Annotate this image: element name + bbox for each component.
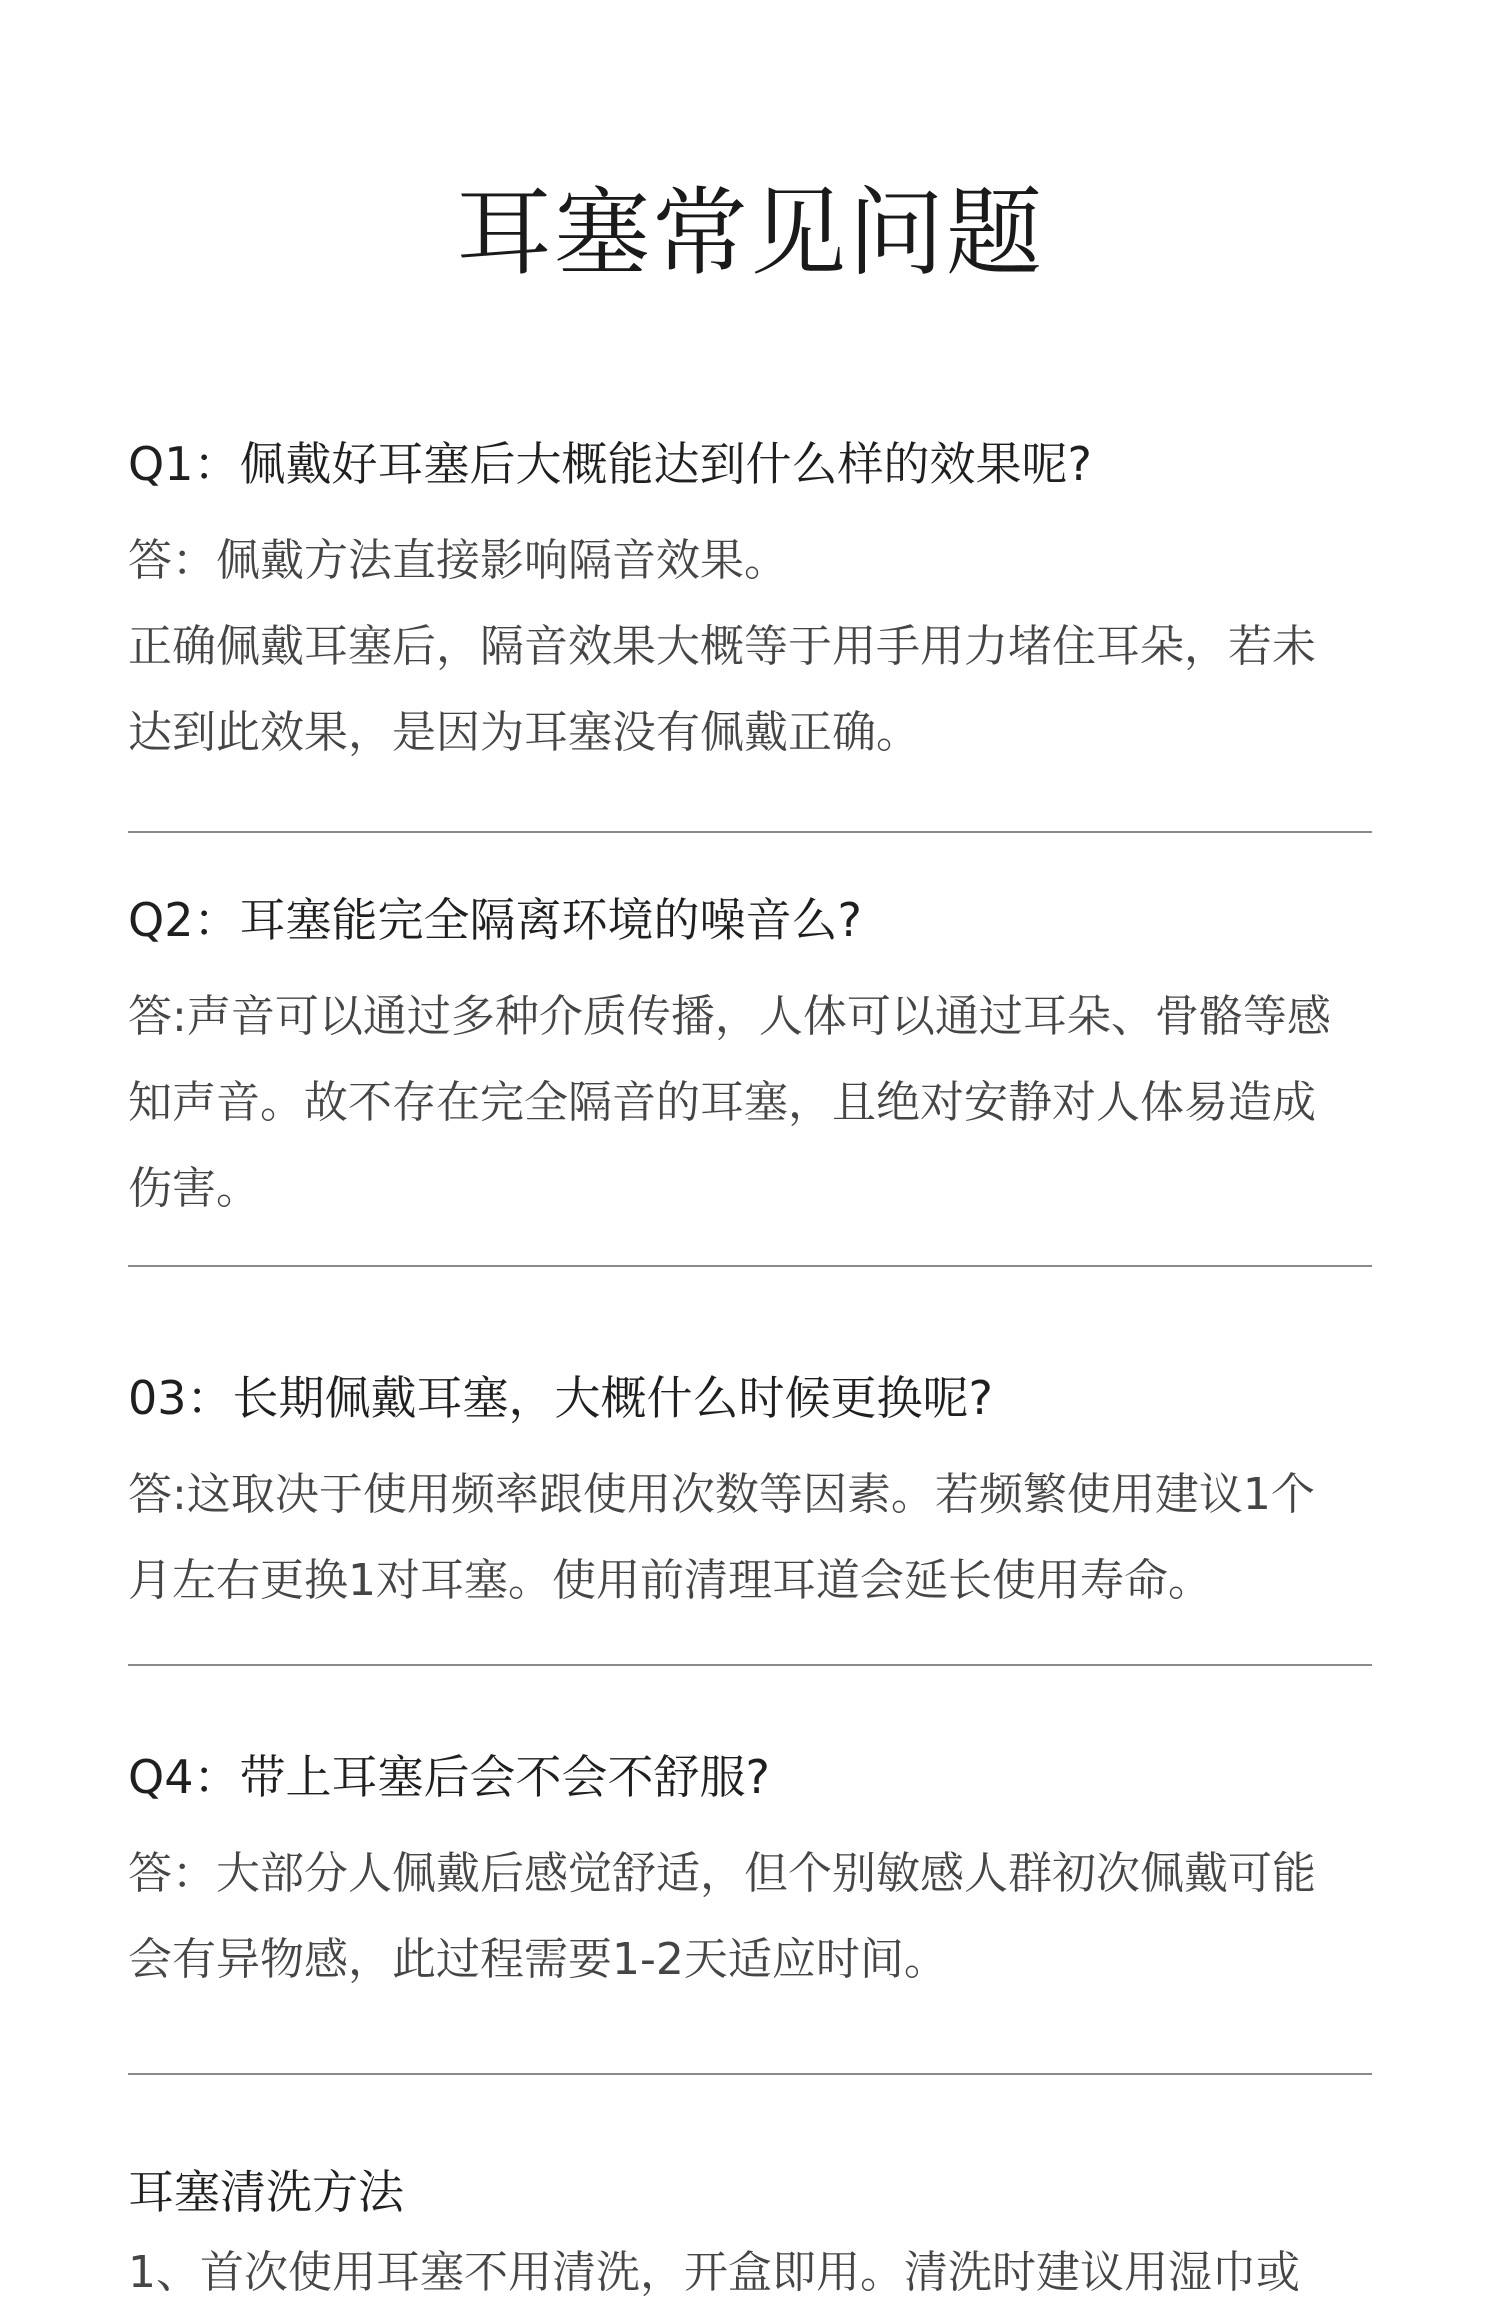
answer-line: 会有异物感，此过程需要1-2天适应时间。 bbox=[128, 1934, 948, 1985]
cleaning-line: 1、首次使用耳塞不用清洗，开盒即用。清洗时建议用湿巾或 bbox=[128, 2247, 1300, 2298]
answer-line: 伤害。 bbox=[128, 1163, 260, 1214]
answer-line: 知声音。故不存在完全隔音的耳塞，且绝对安静对人体易造成 bbox=[128, 1077, 1316, 1128]
faq-item-q2 bbox=[128, 888, 1368, 1232]
faq-answer bbox=[128, 974, 1368, 1232]
answer-line: 月左右更换1对耳塞。使用前清理耳道会延长使用寿命。 bbox=[128, 1555, 1212, 1606]
faq-item-q3 bbox=[128, 1366, 1368, 1624]
divider bbox=[128, 1265, 1372, 1267]
answer-line: 答:声音可以通过多种介质传播，人体可以通过耳朵、骨骼等感 bbox=[128, 991, 1331, 1042]
answer-line: 答：佩戴方法直接影响隔音效果。 bbox=[128, 535, 788, 586]
cleaning-heading: 耳塞清洗方法 bbox=[128, 2165, 404, 2219]
answer-line: 答:这取决于使用频率跟使用次数等因素。若频繁使用建议1个 bbox=[128, 1469, 1315, 1520]
answer-line: 达到此效果，是因为耳塞没有佩戴正确。 bbox=[128, 707, 920, 758]
cleaning-body bbox=[128, 2230, 1372, 2316]
answer-line: 答：大部分人佩戴后感觉舒适，但个别敏感人群初次佩戴可能 bbox=[128, 1848, 1316, 1899]
answer-line: 正确佩戴耳塞后，隔音效果大概等于用手用力堵住耳朵，若未 bbox=[128, 621, 1316, 672]
faq-question: Q1：佩戴好耳塞后大概能达到什么样的效果呢? bbox=[128, 437, 1092, 491]
faq-item-q4 bbox=[128, 1745, 1368, 2003]
divider bbox=[128, 1664, 1372, 1666]
divider bbox=[128, 831, 1372, 833]
faq-answer bbox=[128, 518, 1368, 776]
faq-question: Q2：耳塞能完全隔离环境的噪音么? bbox=[128, 893, 862, 947]
faq-question: Q4：带上耳塞后会不会不舒服? bbox=[128, 1750, 770, 1804]
divider bbox=[128, 2073, 1372, 2075]
page-title: 耳塞常见问题 bbox=[456, 177, 1044, 289]
faq-question: 03：长期佩戴耳塞，大概什么时候更换呢? bbox=[128, 1371, 993, 1425]
faq-answer bbox=[128, 1831, 1368, 2003]
faq-answer bbox=[128, 1452, 1368, 1624]
faq-item-q1 bbox=[128, 432, 1368, 776]
